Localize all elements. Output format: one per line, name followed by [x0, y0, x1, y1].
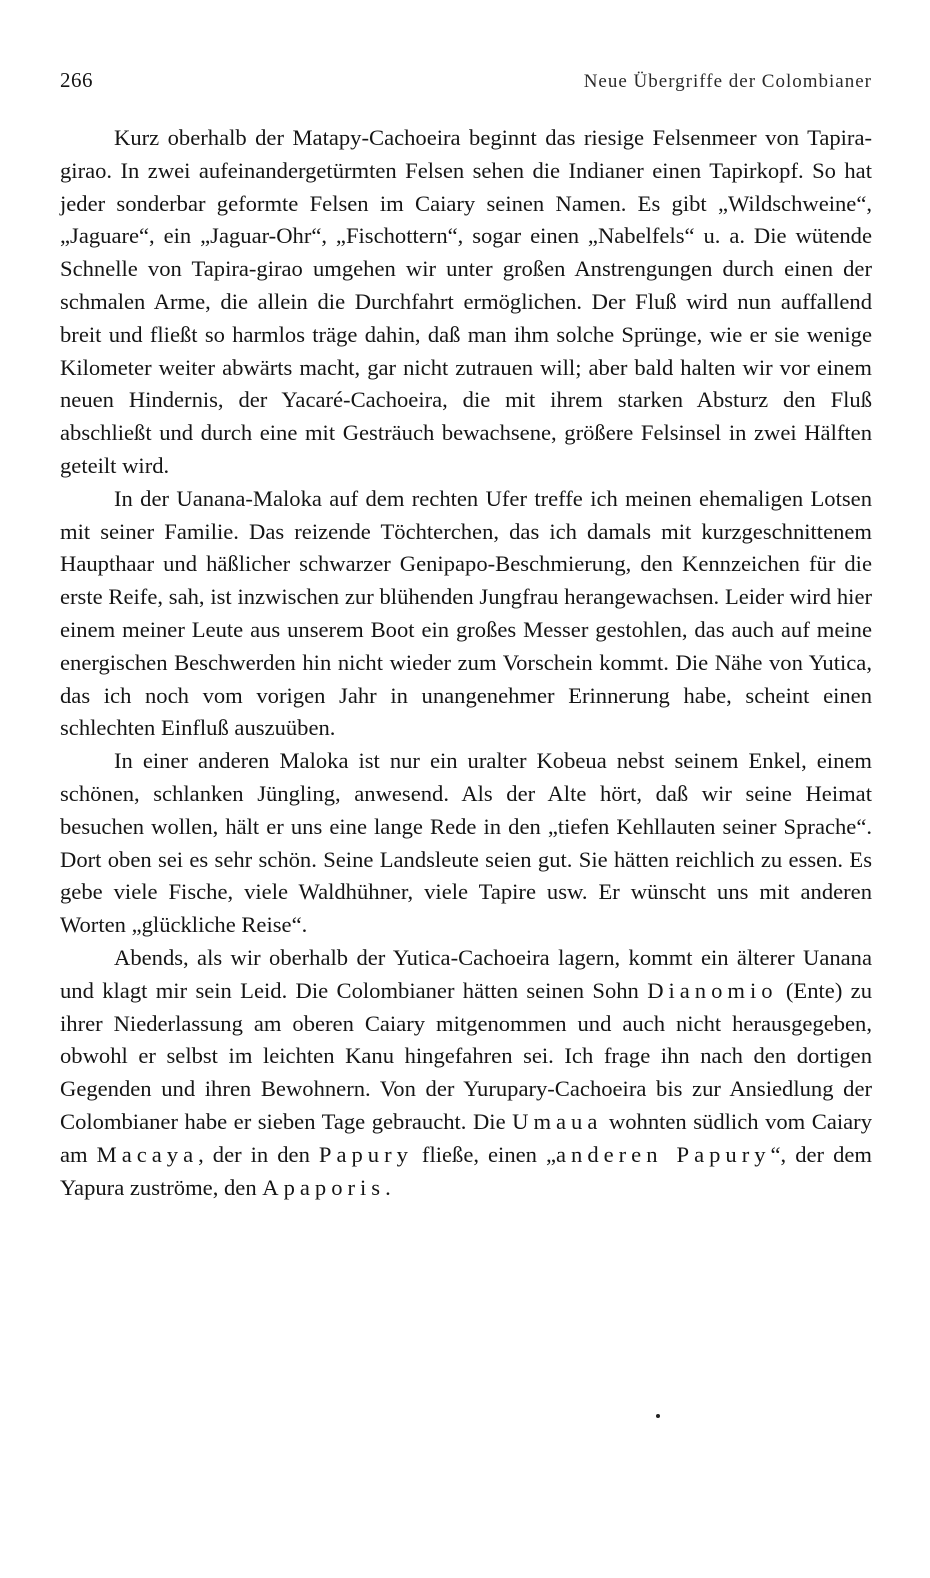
- page-number: 266: [60, 68, 93, 92]
- running-head: Neue Übergriffe der Colombianer: [583, 71, 872, 92]
- paragraph-1: Kurz oberhalb der Matapy-Cachoeira beginnt das riesige Felsenmeer von Tapira-girao. In zwei aufeinandergetürmten Felsen sehen die Indianer einen Tapirkopf. So hat jeder sonderbar geformte Felsen im Caiary seinen Namen. Es gibt „Wildschweine“, „Jaguare“, ein „Jaguar-Ohr“, „Fischottern“, sogar einen „Nabelfels“ u. a. Die wütende Schnelle von Tapira-girao umgehen wir unter großen Anstrengungen durch einen der schmalen Arme, die allein die Durchfahrt ermöglichen. Der Fluß wird nun auffallend breit und fließt so harmlos träge dahin, daß man ihm solche Sprünge, wie er sie wenige Kilometer weiter abwärts macht, gar nicht zutrauen will; aber bald halten wir vor einem neuen Hindernis, der Yacaré-Cachoeira, die mit ihrem starken Absturz den Fluß abschließt und durch eine mit Gesträuch bewachsene, größere Felsinsel in zwei Hälften geteilt wird.: [60, 125, 872, 478]
- name-umaua: Umaua: [512, 1108, 603, 1134]
- paragraph-2: In der Uanana-Maloka auf dem rechten Ufer treffe ich meinen ehemaligen Lotsen mit seiner Familie. Das reizende Töchterchen, das ich damals mit kurzgeschnittenem Haupthaar und häßlicher schwarzer Genipapo-Beschmierung, den Kennzeichen für die erste Reife, sah, ist inzwischen zur blühenden Jungfrau herangewachsen. Leider wird hier einem meiner Leute aus unserem Boot ein großes Messer gestohlen, das auch auf meine energischen Beschwerden hin nicht wieder zum Vorschein kommt. Die Nähe von Yutica, das ich noch vom vorigen Jahr in unangenehmer Erinnerung habe, scheint einen schlechten Einfluß auszuüben.: [60, 485, 872, 741]
- name-papury: Papury: [318, 1141, 413, 1167]
- print-speck: [656, 1414, 660, 1418]
- name-macaya: Macaya: [96, 1141, 199, 1167]
- book-page: [60, 68, 872, 1204]
- paragraph-4-text-7: .: [385, 1174, 391, 1200]
- body-text: [60, 122, 872, 1204]
- paragraph-4-text-6: “, der dem Yapura zuströme, den: [60, 1141, 872, 1200]
- name-dianomio: Dianomio: [647, 977, 778, 1003]
- paragraph-4-text-2: (Ente) zu ihrer Niederlassung am oberen Caiary mitgenommen und auch nicht herausgegeben, obwohl er selbst im leichten Kanu hingefahren sei. Ich frage ihn nach den dortigen Gegenden und ihren Bewohnern. Von der Yurupary-Cachoeira bis zur Ansiedlung der Colombianer habe er sieben Tage gebraucht. Die: [60, 977, 873, 1134]
- name-anderen-papury: anderen Papury: [556, 1141, 771, 1167]
- paragraph-4-text-5: fließe, einen „: [412, 1141, 556, 1167]
- paragraph-4-text-4: , der in den: [198, 1141, 319, 1167]
- paragraph-4-text-1: Abends, als wir oberhalb der Yutica-Cachoeira lagern, kommt ein älterer Uanana und klagt mir sein Leid. Die Colombianer hätten seinen Sohn: [60, 944, 872, 1003]
- page-header: [60, 68, 872, 108]
- paragraph-4-text-3: wohnten südlich vom Caiary am: [60, 1108, 872, 1167]
- paragraph-4: [60, 942, 872, 1204]
- name-apaporis: Apaporis: [262, 1174, 386, 1200]
- paragraph-3: In einer anderen Maloka ist nur ein uralter Kobeua nebst seinem Enkel, einem schönen, schlanken Jüngling, anwesend. Als der Alte hört, daß wir seine Heimat besuchen wollen, hält er uns eine lange Rede in den „tiefen Kehllauten seiner Sprache“. Dort oben sei es sehr schön. Seine Landsleute seien gut. Sie hätten reichlich zu essen. Es gebe viele Fische, viele Waldhühner, viele Tapire usw. Er wünscht uns mit anderen Worten „glückliche Reise“.: [60, 748, 872, 938]
